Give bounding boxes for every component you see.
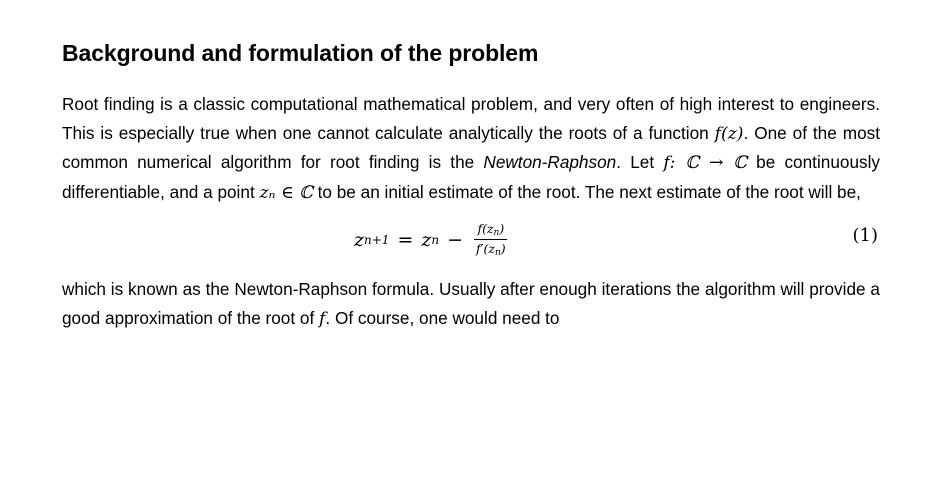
eq-rhs-var: z (421, 228, 432, 251)
newton-raphson-formula (354, 221, 509, 258)
initial-point: zₙ ∈ ℂ (259, 182, 313, 203)
equation-number: (1) (852, 225, 878, 246)
eq-equals: = (397, 228, 414, 251)
paragraph-text: to be an initial estimate of the root. The next estimate of the root will be, (312, 181, 861, 202)
eq-minus: − (447, 228, 464, 251)
eq-lhs-subscript: n+1 (364, 232, 390, 247)
numerator-close: ) (499, 221, 505, 236)
function-mapping: f: ℂ → ℂ (663, 153, 747, 173)
paragraph-text: Root finding is a classic computational mathematical problem, and very often of high interest to engineers. This is especially true when one cannot calculate analytically the roots of a function (62, 94, 880, 143)
function-fz: f(z) (714, 123, 744, 144)
intro-paragraph (62, 90, 880, 207)
document-page (62, 40, 880, 333)
paragraph-text: . Let (616, 152, 664, 172)
followup-paragraph (62, 275, 880, 333)
eq-fraction (473, 221, 509, 258)
function-f: f (319, 308, 326, 329)
denominator-subscript: n (494, 248, 501, 258)
eq-rhs-subscript: n (431, 232, 440, 247)
denominator-close: ) (500, 241, 506, 256)
paragraph-text: which is known as the Newton-Raphson formula. Usually after enough iterations the algorithm will provide a good approximation of the root of (62, 279, 880, 328)
eq-lhs-var: z (354, 228, 365, 251)
method-name: Newton-Raphson (483, 152, 617, 172)
numerator-subscript: n (493, 228, 500, 238)
paragraph-text: . Of course, one would need to (325, 307, 560, 328)
section-heading: Background and formulation of the problem (62, 40, 539, 66)
equation-block (62, 213, 880, 269)
paragraph-text: be continuously differentiable, and a point (62, 152, 881, 202)
eq-denominator (473, 240, 509, 258)
numerator-text: f(z (477, 221, 494, 236)
eq-numerator (474, 221, 507, 240)
denominator-text: f′(z (476, 241, 495, 256)
paragraph-text: . One of the most common numerical algorithm for root finding is the (62, 122, 880, 172)
